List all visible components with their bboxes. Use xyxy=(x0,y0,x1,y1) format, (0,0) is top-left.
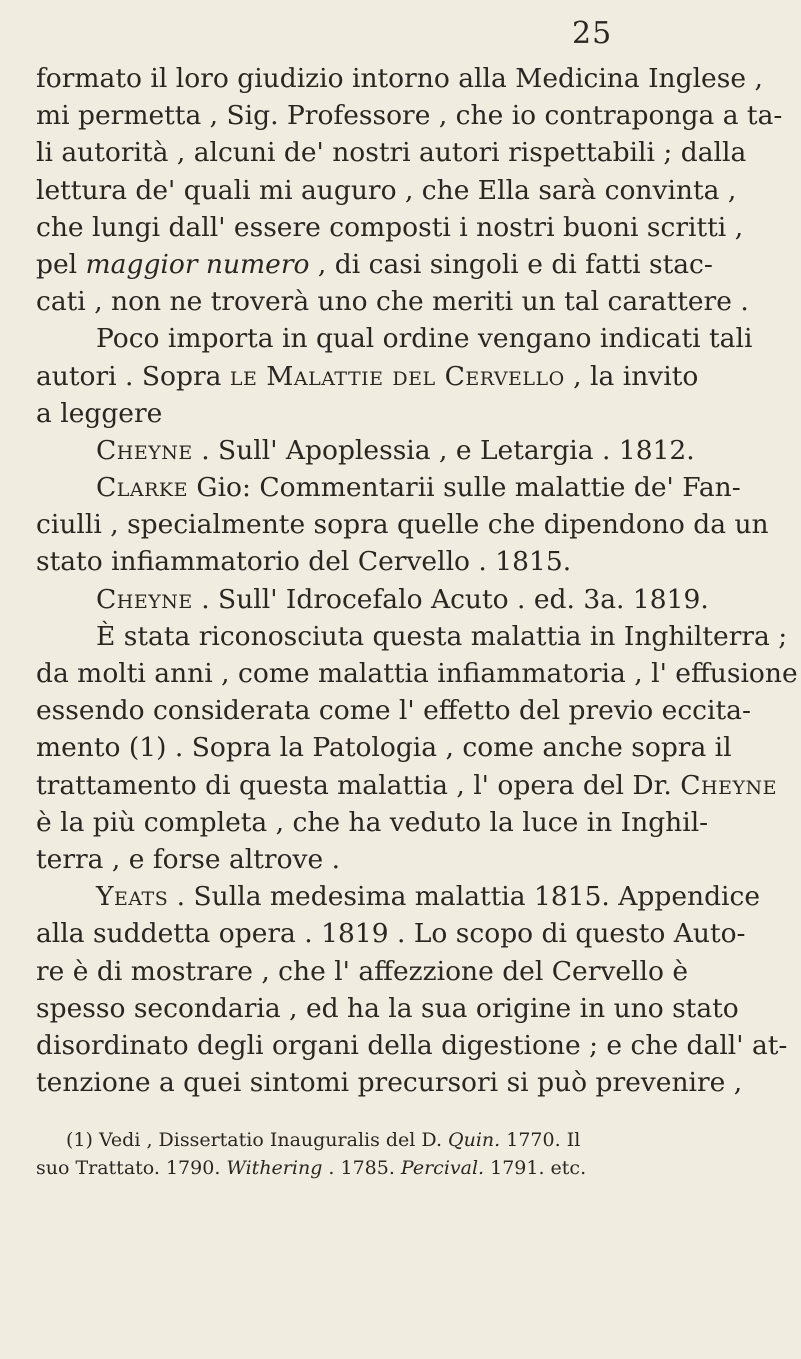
text-span: 1770. Il xyxy=(500,1129,581,1151)
text-span: 1791. etc. xyxy=(484,1157,587,1179)
italic-name: Quin. xyxy=(448,1129,501,1151)
text-span: . 1785. xyxy=(322,1157,401,1179)
author-name: Cheyne xyxy=(680,769,778,801)
text-span: , la invito xyxy=(564,360,699,392)
paragraph-start-line: Poco importa in qual ordine vengano indicati tali xyxy=(96,323,753,355)
text-line: da molti anni , come malattia infiammatoria , l' effusione xyxy=(36,658,798,689)
text-span: . Sull' Idrocefalo Acuto . ed. 3a. 1819. xyxy=(192,583,709,615)
text-span: , di casi singoli e di fatti stac- xyxy=(309,248,713,280)
text-line: re è di mostrare , che l' affezzione del Cervello è xyxy=(36,955,689,987)
smallcaps-heading: le Malattie del Cervello xyxy=(229,360,565,392)
paragraph-start-line: È stata riconosciuta questa malattia in Inghilterra ; xyxy=(96,620,788,652)
text-line: essendo considerata come l' effetto del previo eccita- xyxy=(36,695,751,727)
text-span: suo Trattato. 1790. xyxy=(36,1157,227,1179)
italic-name: Percival. xyxy=(400,1157,485,1179)
text-line: che lungi dall' essere composti i nostri buoni scritti , xyxy=(36,211,744,243)
text-line: è la più completa , che ha veduto la luce in Inghil- xyxy=(36,806,709,838)
reference-entry xyxy=(36,469,781,506)
text-line xyxy=(36,358,781,395)
text-span: . Sull' Apoplessia , e Letargia . 1812. xyxy=(192,434,695,466)
text-line: a leggere xyxy=(36,397,163,429)
text-line xyxy=(36,246,781,283)
text-line: tenzione a quei sintomi precursori si può prevenire , xyxy=(36,1067,743,1099)
footnote-line xyxy=(36,1126,781,1154)
page-number: 25 xyxy=(572,16,613,51)
text-line xyxy=(36,767,781,804)
reference-entry xyxy=(36,878,781,915)
text-span: Gio: Commentarii sulle malattie de' Fan- xyxy=(187,472,741,504)
text-span: autori . Sopra xyxy=(36,360,230,392)
text-span: . Sulla medesima malattia 1815. Appendice xyxy=(168,881,761,913)
text-line: terra , e forse altrove . xyxy=(36,843,341,875)
text-line: li autorità , alcuni de' nostri autori rispettabili ; dalla xyxy=(36,137,747,169)
text-line: ciulli , specialmente sopra quelle che dipendono da un xyxy=(36,509,769,541)
text-line: cati , non ne troverà uno che meriti un tal carattere . xyxy=(36,286,749,318)
italic-name: Withering xyxy=(226,1157,323,1179)
text-line: alla suddetta opera . 1819 . Lo scopo di questo Auto- xyxy=(36,918,746,950)
author-name: Yeats xyxy=(96,881,169,913)
footnotes xyxy=(36,1126,781,1182)
text-span: trattamento di questa malattia , l' opera del Dr. xyxy=(36,769,681,801)
text-line: mi permetta , Sig. Professore , che io contraponga a ta- xyxy=(36,100,783,132)
main-text xyxy=(36,60,798,1101)
text-line: formato il loro giudizio intorno alla Medicina Inglese , xyxy=(36,63,763,94)
author-name: Clarke xyxy=(96,472,188,504)
text-line: lettura de' quali mi auguro , che Ella sarà convinta , xyxy=(36,174,737,206)
text-line: disordinato degli organi della digestione ; e che dall' at- xyxy=(36,1029,788,1061)
footnote-line xyxy=(36,1154,781,1182)
text-span: (1) Vedi , Dissertatio Inauguralis del D. xyxy=(66,1129,449,1151)
reference-entry xyxy=(36,581,781,618)
reference-entry xyxy=(36,432,781,469)
text-line: stato infiammatorio del Cervello . 1815. xyxy=(36,546,572,578)
text-line: mento (1) . Sopra la Patologia , come anche sopra il xyxy=(36,732,732,764)
text-line: spesso secondaria , ed ha la sua origine in uno stato xyxy=(36,992,739,1024)
author-name: Cheyne xyxy=(96,434,193,466)
italic-phrase: maggior numero xyxy=(85,248,310,280)
text-span: pel xyxy=(36,248,86,280)
author-name: Cheyne xyxy=(96,583,193,615)
